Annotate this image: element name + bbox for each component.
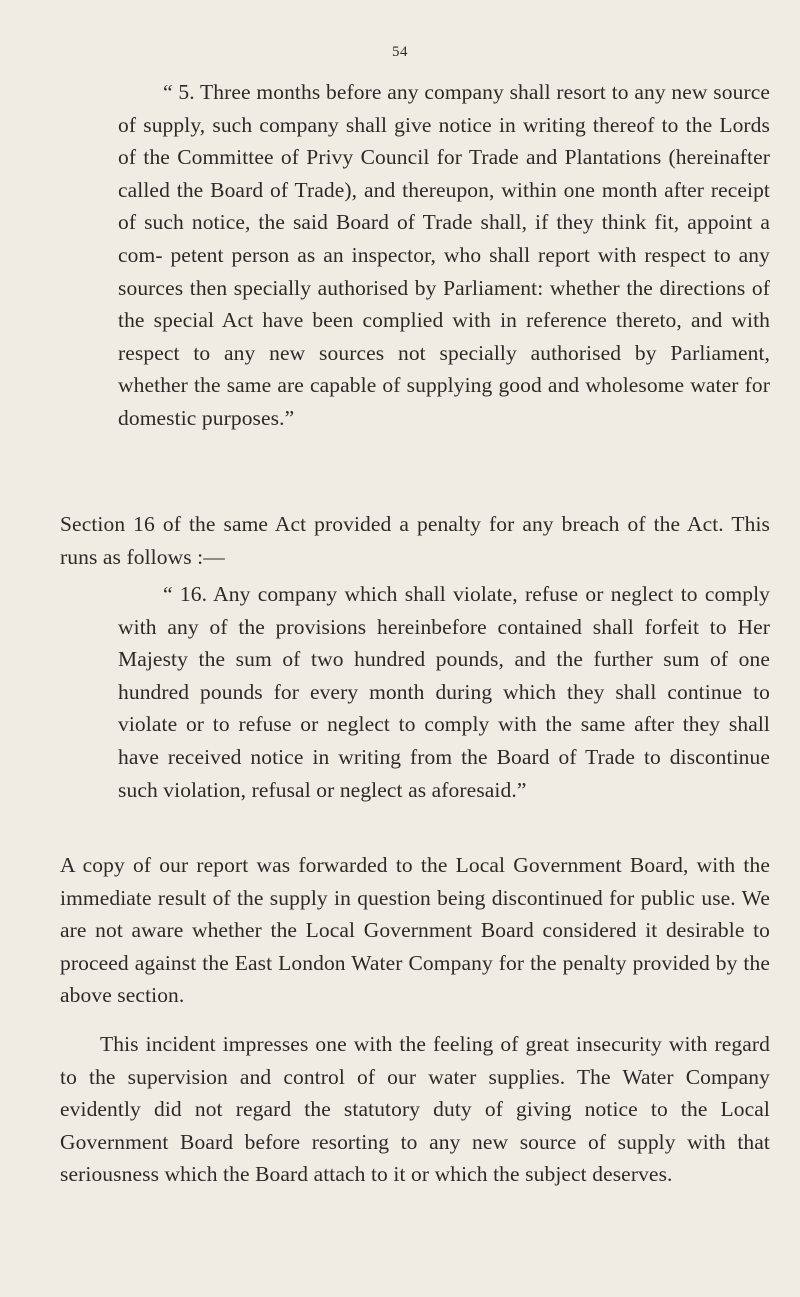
quoted-section-5: “ 5. Three months before any company shall resort to any new source of supply, such company shall give notice in writing thereof to the Lords of the Committee of Privy Council for Trade and Plantations (hereinafter called the Board of Trade), and thereupon, within one month after receipt of such notice, the said Board of Trade shall, if they think fit, appoint a com- petent person as an inspector, who shall report with respect to any sources then specially authorised by Parliament: whether the directions of the special Act have been complied with in reference thereto, and with respect to any new sources not specially authorised by Parliament, whether the same are capable of supplying good and wholesome water for domestic purposes.” [118,80,770,430]
incident-paragraph: This incident impresses one with the feeling of great insecurity with regard to the supervision and control of our water supplies. The Water Company evidently did not regard the statutory duty of giving notice to the Local Government Board before resorting to any new source of supply with that seriousness which the Board attach to it or which the subject deserves. [60,1032,770,1187]
page-number: 54 [392,44,408,60]
quoted-section-16: “ 16. Any company which shall violate, refuse or neglect to comply with any of the provisions hereinbefore contained shall forfeit to Her Majesty the sum of two hundred pounds, and the further sum of one hundred pounds for every month during which they shall continue to violate or to refuse or neglect to comply with the same after they shall have received notice in writing from the Board of Trade to discontinue such violation, refusal or neglect as aforesaid.” [118,582,770,802]
report-paragraph: A copy of our report was forwarded to the Local Government Board, with the immediate result of the supply in question being discontinued for public use. We are not aware whether the Local Government Board considered it desirable to proceed against the East London Water Company for the penalty provided by the above section. [60,853,770,1008]
section-16-intro: Section 16 of the same Act provided a penalty for any breach of the Act. This runs as follows :— [60,512,770,569]
